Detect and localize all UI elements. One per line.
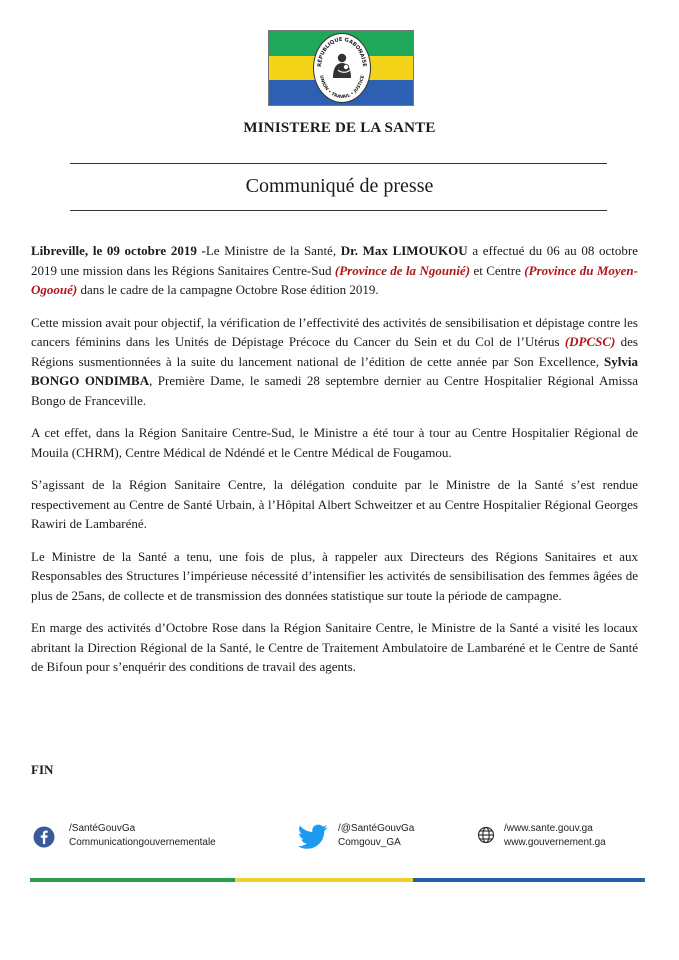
paragraph: A cet effet, dans la Région Sanitaire Centre-Sud, le Ministre a été tour à tour au Centre Hospitalier Régional de Mouila (CHRM), Centre Médical de Ndéndé et le Centre Médical de Fougamou. xyxy=(31,425,638,460)
province-name: (Province du Moyen-Ogooué) xyxy=(31,262,638,297)
press-release-body xyxy=(31,241,638,690)
facebook-handle[interactable]: /SantéGouvGa xyxy=(69,823,136,834)
footer-contacts xyxy=(0,822,679,882)
flag-stripe-yellow xyxy=(235,878,413,882)
paragraph xyxy=(31,241,638,300)
province-name: (Province de la Ngounié) xyxy=(334,262,471,278)
paragraph xyxy=(31,313,638,411)
divider xyxy=(70,163,607,164)
globe-icon xyxy=(477,826,495,847)
svg-text:RÉPUBLIQUE GABONAISE xyxy=(315,37,367,68)
paragraph: En marge des activités d’Octobre Rose dans la Région Sanitaire Centre, le Ministre de la Santé a visité les locaux abritant la Direction Régional de la Santé, le Centre de Traitement Ambulatoire de Lambaréné et le Centre de Santé de Bifoun pour s’enquérir des conditions de travail des agents. xyxy=(31,620,638,674)
dateline: Libreville, le 09 octobre 2019 - xyxy=(31,243,206,258)
twitter-handle[interactable]: /@SantéGouvGa xyxy=(338,823,415,834)
text: a effectué du 06 au 08 octobre 2019 une mission dans les Régions Sanitaires Centre-Sud xyxy=(31,243,638,278)
flag-stripe-blue xyxy=(413,878,645,882)
twitter-icon xyxy=(298,824,328,853)
government-url[interactable]: www.gouvernement.ga xyxy=(504,837,606,848)
twitter-account[interactable]: Comgouv_GA xyxy=(338,837,401,848)
text: Le Ministre de la Santé, xyxy=(205,243,341,258)
facebook-page[interactable]: Communicationgouvernementale xyxy=(69,837,216,848)
text: et Centre xyxy=(470,262,525,278)
paragraph: Le Ministre de la Santé a tenu, une fois de plus, à rappeler aux Directeurs des Régions Sanitaires et aux Responsables des Structures l’impérieuse nécessité d’intensifier les activités de sensibilisation des femmes âgées de plus de 25ans, de collecte et de transmission des données statistique sur toute la période de campagne. xyxy=(31,548,638,603)
dpcsc-abbreviation: (DPCSC) xyxy=(564,334,616,349)
document-title: Communiqué de presse xyxy=(245,175,434,197)
ministry-name: MINISTERE DE LA SANTE xyxy=(243,120,436,136)
flag-stripe-green xyxy=(30,878,235,882)
coat-of-arms-seal xyxy=(313,33,371,103)
text: Cette mission avait pour objectif, la vérification de l’effectivité des activités de sensibilisation et dépistage contre les cancers féminins dans les Unités de Dépistage Précoce du Cancer du Sein et du Col de l’Utérus xyxy=(31,314,638,349)
health-ministry-url[interactable]: /www.sante.gouv.ga xyxy=(504,823,593,834)
emblem-bottom-text: UNION • TRAVAIL • JUSTICE xyxy=(318,75,366,101)
end-marker: FIN xyxy=(31,762,54,777)
facebook-icon xyxy=(33,826,55,851)
paragraph: S’agissant de la Région Sanitaire Centre, la délégation conduite par le Ministre de la Santé s’est rendue respectivement au Centre de Santé Urbain, à l’Hôpital Albert Schweitzer et au Centre Hospitalier Régional Georges Rawiri de Lambaréné. xyxy=(31,477,638,531)
first-lady-name: Sylvia BONGO ONDIMBA xyxy=(31,353,638,388)
text: des Régions susmentionnées à la suite du lancement national de l’édition de cette année par Son Excellence, xyxy=(31,334,638,369)
gabon-emblem xyxy=(268,30,414,106)
text: , Première Dame, le samedi 28 septembre dernier au Centre Hospitalier Régional Amissa Bongo de Franceville. xyxy=(31,373,639,408)
minister-name: Dr. Max LIMOUKOU xyxy=(340,243,468,258)
divider xyxy=(70,210,607,211)
text: dans le cadre de la campagne Octobre Rose édition 2019. xyxy=(77,282,379,297)
emblem-top-text: RÉPUBLIQUE GABONAISE xyxy=(316,36,368,68)
svg-text:UNION • TRAVAIL • JUSTICE xyxy=(318,75,366,100)
